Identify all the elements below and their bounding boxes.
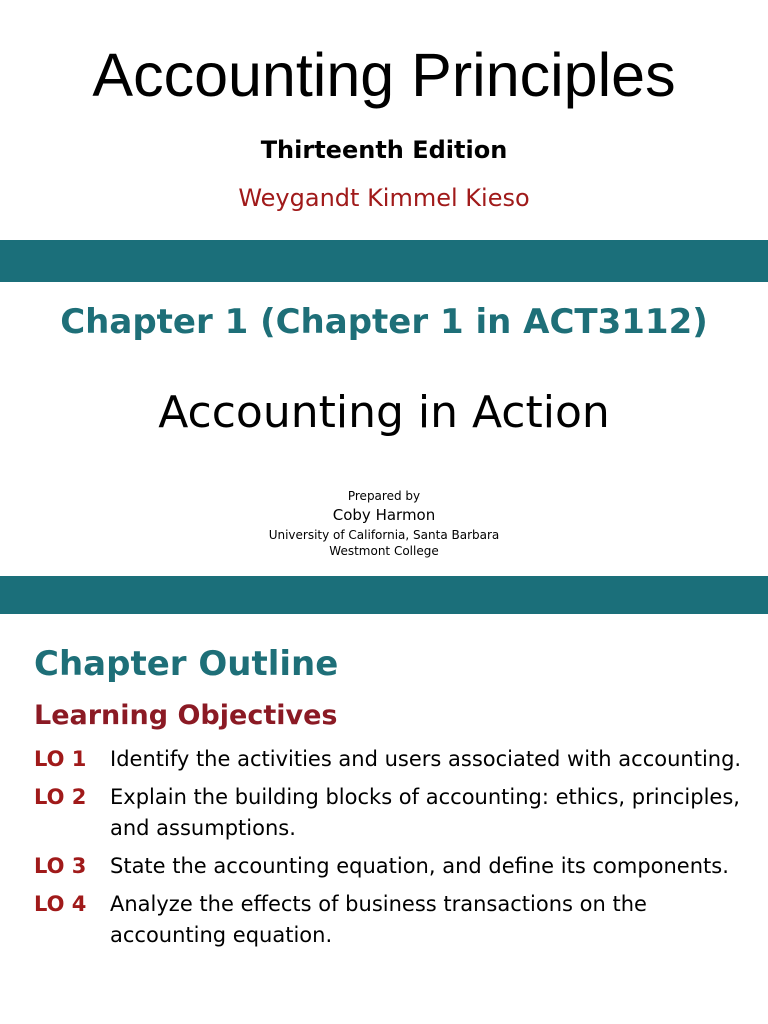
authors-line: Weygandt Kimmel Kieso xyxy=(238,184,530,212)
chapter-outline-heading: Chapter Outline xyxy=(34,644,339,684)
lo-code: LO 3 xyxy=(34,854,87,878)
edition-label: Thirteenth Edition xyxy=(260,136,508,164)
list-item xyxy=(34,744,744,775)
affiliation-westmont: Westmont College xyxy=(329,544,439,558)
top-divider-band xyxy=(0,240,768,282)
middle-divider-band xyxy=(0,576,768,614)
lo-text: Identify the activities and users associated with accounting. xyxy=(110,747,742,771)
book-title: Accounting Principles xyxy=(92,41,676,109)
lo-code: LO 4 xyxy=(34,892,87,916)
lo-text: Analyze the effects of business transactions on the accounting equation. xyxy=(110,892,647,947)
lo-code: LO 2 xyxy=(34,785,87,809)
lo-text: State the accounting equation, and define its components. xyxy=(110,854,729,878)
presenter-name: Coby Harmon xyxy=(332,506,436,524)
chapter-title: Accounting in Action xyxy=(158,387,610,438)
affiliation-ucsb: University of California, Santa Barbara xyxy=(268,528,500,542)
list-item xyxy=(34,889,744,951)
lo-code: LO 1 xyxy=(34,747,87,771)
prepared-by-label: Prepared by xyxy=(347,489,421,503)
learning-objectives-list xyxy=(34,744,744,958)
lo-text: Explain the building blocks of accounting: ethics, principles, and assumptions. xyxy=(110,785,740,840)
list-item xyxy=(34,782,744,844)
list-item xyxy=(34,851,744,882)
learning-objectives-heading: Learning Objectives xyxy=(34,700,338,731)
chapter-label: Chapter 1 (Chapter 1 in ACT3112) xyxy=(60,302,708,342)
